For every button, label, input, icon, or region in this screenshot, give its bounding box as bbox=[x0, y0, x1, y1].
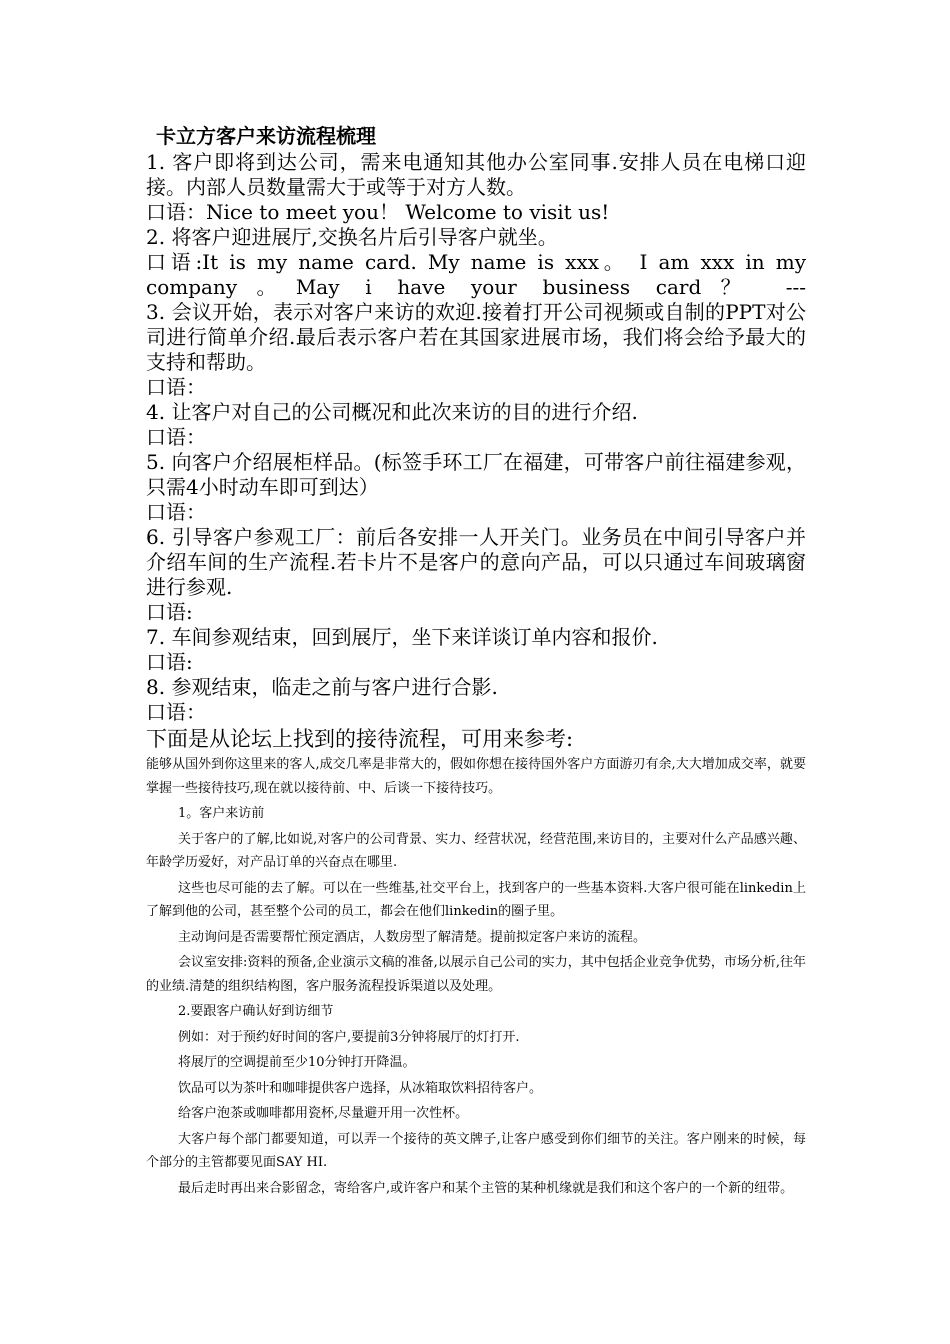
body-paragraph: 将展厅的空调提前至少10分钟打开降温。 bbox=[178, 1055, 416, 1070]
body-paragraph: 饮品可以为茶叶和咖啡提供客户选择，从冰箱取饮料招待客户。 bbox=[178, 1080, 543, 1096]
body-paragraph: 会议室安排:资料的预备,企业演示文稿的准备,以展示自己公司的实力，其中包括企业竞争优势，市场分析,往年的业绩.清楚的组织结构图，客户服务流程投诉渠道以及处理。 bbox=[146, 955, 806, 994]
reference-section bbox=[146, 753, 806, 1200]
intro-paragraph: 能够从国外到你这里来的客人,成交几率是非常大的，假如你想在接待国外客户方面游刃有余,大大增加成交率，就要掌握一些接待技巧,现在就以接待前、中、后谈一下接待技巧。 bbox=[146, 757, 806, 796]
spoken-line: 口语: bbox=[146, 650, 193, 674]
body-paragraph: 例如：对于预约好时间的客户,要提前3分钟将展厅的灯打开. bbox=[178, 1029, 520, 1045]
spoken-line: 口语:It is my name card. My name is xxx。 I am xxx in my company。May i have your business card？ --- bbox=[146, 250, 806, 299]
spoken-line: 口语： bbox=[146, 500, 206, 524]
spoken-line: 口语： bbox=[146, 700, 206, 724]
document-title: 卡立方客户来访流程梳理 bbox=[156, 124, 376, 148]
section-heading: 2.要跟客户确认好到访细节 bbox=[178, 1004, 334, 1019]
step-2: 2. 将客户迎进展厅,交换名片后引导客户就坐。 bbox=[146, 225, 558, 249]
body-paragraph: 大客户每个部门都要知道，可以弄一个接待的英文牌子,让客户感受到你们细节的关注。客户刚来的时候，每个部分的主管都要见面SAY HI. bbox=[146, 1131, 806, 1170]
step-1: 1. 客户即将到达公司，需来电通知其他办公室同事.安排人员在电梯口迎接。内部人员数量需大于或等于对方人数。 bbox=[146, 150, 806, 199]
step-7: 7. 车间参观结束，回到展厅，坐下来详谈订单内容和报价. bbox=[146, 625, 658, 649]
step-8: 8. 参观结束，临走之前与客户进行合影. bbox=[146, 675, 498, 699]
body-paragraph: 主动询问是否需要帮忙预定酒店，人数房型了解清楚。提前拟定客户来访的流程。 bbox=[178, 929, 647, 945]
body-paragraph: 这些也尽可能的去了解。可以在一些维基,社交平台上，找到客户的一些基本资料.大客户很可能在linkedin上了解到他的公司，甚至整个公司的员工，都会在他们linkedin的圈子里。 bbox=[146, 880, 806, 919]
visit-steps bbox=[146, 150, 806, 725]
spoken-line: 口语：Nice to meet you！ Welcome to visit us! bbox=[146, 200, 610, 224]
step-3: 3. 会议开始，表示对客户来访的欢迎.接着打开公司视频或自制的PPT对公司进行简单介绍.最后表示客户若在其国家进展市场，我们将会给予最大的支持和帮助。 bbox=[146, 300, 806, 374]
body-paragraph: 关于客户的了解,比如说,对客户的公司背景、实力、经营状况，经营范围,来访目的，主要对什么产品感兴趣、年龄学历爱好，对产品订单的兴奋点在哪里. bbox=[146, 831, 806, 870]
spoken-line: 口语： bbox=[146, 425, 206, 449]
spoken-line: 口语: bbox=[146, 600, 193, 624]
step-5: 5. 向客户介绍展柜样品。(标签手环工厂在福建，可带客户前往福建参观，只需4小时动车即可到达） bbox=[146, 450, 806, 499]
document-body bbox=[146, 122, 806, 1200]
reference-subheading: 下面是从论坛上找到的接待流程，可用来参考: bbox=[146, 727, 574, 751]
body-paragraph: 给客户泡茶或咖啡都用瓷杯,尽量避开用一次性杯。 bbox=[178, 1106, 469, 1121]
spoken-line: 口语： bbox=[146, 375, 206, 399]
step-6: 6. 引导客户参观工厂：前后各安排一人开关门。业务员在中间引导客户并介绍车间的生产流程.若卡片不是客户的意向产品，可以只通过车间玻璃窗进行参观. bbox=[146, 525, 806, 599]
section-heading: 1。客户来访前 bbox=[178, 806, 265, 821]
step-4: 4. 让客户对自己的公司概况和此次来访的目的进行介绍. bbox=[146, 400, 638, 424]
body-paragraph: 最后走时再出来合影留念，寄给客户,或许客户和某个主管的某种机缘就是我们和这个客户的一个新的纽带。 bbox=[178, 1180, 794, 1196]
